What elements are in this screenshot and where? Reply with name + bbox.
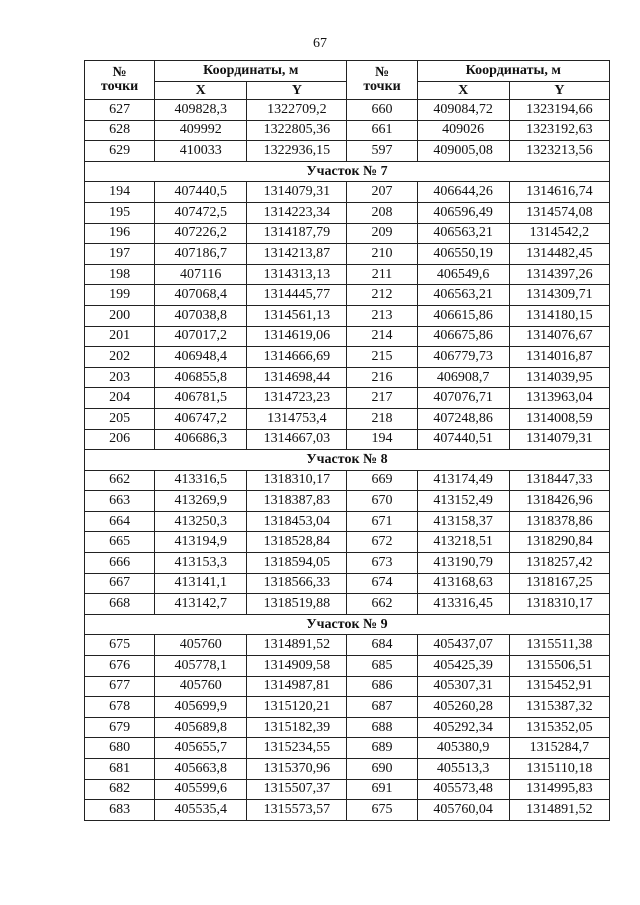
table-row (85, 305, 610, 326)
x-coordinate-cell: 405760 (155, 635, 247, 656)
point-number-cell: 678 (85, 697, 155, 718)
table-row (85, 388, 610, 409)
y-coordinate-cell: 1315507,37 (247, 779, 347, 800)
y-coordinate-cell: 1314723,23 (247, 388, 347, 409)
y-coordinate-cell: 1314039,95 (509, 367, 609, 388)
table-row (85, 244, 610, 265)
y-coordinate-cell: 1315182,39 (247, 717, 347, 738)
point-number-header (85, 61, 155, 100)
point-number-cell: 677 (85, 676, 155, 697)
point-number-cell: 662 (347, 594, 417, 615)
y-coordinate-cell: 1314561,13 (247, 305, 347, 326)
point-number-header (347, 61, 417, 100)
y-coordinate-cell: 1318594,05 (247, 553, 347, 574)
y-coordinate-cell: 1314313,13 (247, 264, 347, 285)
y-coordinate-cell: 1314079,31 (509, 429, 609, 450)
point-number-cell: 675 (347, 800, 417, 821)
table-row (85, 100, 610, 121)
y-coordinate-cell: 1314079,31 (247, 182, 347, 203)
x-coordinate-cell: 407068,4 (155, 285, 247, 306)
table-row (85, 759, 610, 780)
y-coordinate-cell: 1314616,74 (509, 182, 609, 203)
x-coordinate-cell: 405425,39 (417, 656, 509, 677)
point-number-cell: 669 (347, 470, 417, 491)
x-coordinate-cell: 407116 (155, 264, 247, 285)
section-heading-row (85, 614, 610, 635)
x-coordinate-cell: 409026 (417, 120, 509, 141)
table-row (85, 594, 610, 615)
table-row (85, 285, 610, 306)
table-row (85, 408, 610, 429)
x-coordinate-cell: 407248,86 (417, 408, 509, 429)
point-number-cell: 670 (347, 491, 417, 512)
table-row (85, 120, 610, 141)
x-coordinate-cell: 409005,08 (417, 141, 509, 162)
point-number-cell: 660 (347, 100, 417, 121)
point-number-cell: 690 (347, 759, 417, 780)
y-coordinate-cell: 1318387,83 (247, 491, 347, 512)
point-number-cell: 627 (85, 100, 155, 121)
point-number-cell: 661 (347, 120, 417, 141)
x-coordinate-cell: 409084,72 (417, 100, 509, 121)
y-coordinate-cell: 1323213,56 (509, 141, 609, 162)
y-coordinate-cell: 1318290,84 (509, 532, 609, 553)
x-coordinate-cell: 409992 (155, 120, 247, 141)
y-coordinate-cell: 1314619,06 (247, 326, 347, 347)
x-coordinate-cell: 413142,7 (155, 594, 247, 615)
point-number-cell: 198 (85, 264, 155, 285)
point-number-cell: 682 (85, 779, 155, 800)
y-coordinate-cell: 1315506,51 (509, 656, 609, 677)
point-number-cell: 676 (85, 656, 155, 677)
table-body (85, 100, 610, 821)
x-coordinate-cell: 405260,28 (417, 697, 509, 718)
table-row (85, 264, 610, 285)
point-number-cell: 194 (85, 182, 155, 203)
y-coordinate-cell: 1318453,04 (247, 511, 347, 532)
point-number-cell: 662 (85, 470, 155, 491)
x-coordinate-cell: 407226,2 (155, 223, 247, 244)
point-number-cell: 679 (85, 717, 155, 738)
table-row (85, 491, 610, 512)
x-coordinate-cell: 407038,8 (155, 305, 247, 326)
point-number-cell: 201 (85, 326, 155, 347)
point-number-cell: 671 (347, 511, 417, 532)
x-coordinate-cell: 405689,8 (155, 717, 247, 738)
y-header: Y (509, 82, 609, 100)
point-number-cell: 629 (85, 141, 155, 162)
y-coordinate-cell: 1322805,36 (247, 120, 347, 141)
table-row (85, 717, 610, 738)
x-coordinate-cell: 413168,63 (417, 573, 509, 594)
section-heading-row (85, 450, 610, 471)
x-coordinate-cell: 405437,07 (417, 635, 509, 656)
point-number-cell: 194 (347, 429, 417, 450)
x-coordinate-cell: 413316,45 (417, 594, 509, 615)
x-coordinate-cell: 406747,2 (155, 408, 247, 429)
y-coordinate-cell: 1314223,34 (247, 202, 347, 223)
x-coordinate-cell: 406686,3 (155, 429, 247, 450)
x-coordinate-cell: 406563,21 (417, 285, 509, 306)
x-coordinate-cell: 405760,04 (417, 800, 509, 821)
y-coordinate-cell: 1314309,71 (509, 285, 609, 306)
y-coordinate-cell: 1314445,77 (247, 285, 347, 306)
point-number-cell: 674 (347, 573, 417, 594)
point-number-cell: 199 (85, 285, 155, 306)
x-header: X (155, 82, 247, 100)
y-coordinate-cell: 1314187,79 (247, 223, 347, 244)
point-number-cell: 208 (347, 202, 417, 223)
point-number-cell: 675 (85, 635, 155, 656)
point-number-cell: 215 (347, 347, 417, 368)
y-coordinate-cell: 1322709,2 (247, 100, 347, 121)
y-coordinate-cell: 1322936,15 (247, 141, 347, 162)
y-coordinate-cell: 1315511,38 (509, 635, 609, 656)
point-number-cell: 206 (85, 429, 155, 450)
section-title: Участок № 8 (85, 450, 610, 471)
y-coordinate-cell: 1314397,26 (509, 264, 609, 285)
x-coordinate-cell: 413158,37 (417, 511, 509, 532)
y-coordinate-cell: 1318519,88 (247, 594, 347, 615)
point-number-cell: 218 (347, 408, 417, 429)
point-number-cell: 211 (347, 264, 417, 285)
point-number-cell: 209 (347, 223, 417, 244)
x-coordinate-cell: 407472,5 (155, 202, 247, 223)
y-coordinate-cell: 1315234,55 (247, 738, 347, 759)
x-coordinate-cell: 406549,6 (417, 264, 509, 285)
y-coordinate-cell: 1318426,96 (509, 491, 609, 512)
point-number-cell: 667 (85, 573, 155, 594)
x-coordinate-cell: 407186,7 (155, 244, 247, 265)
y-header: Y (247, 82, 347, 100)
table-row (85, 429, 610, 450)
point-number-cell: 673 (347, 553, 417, 574)
table-row (85, 182, 610, 203)
point-number-cell: 214 (347, 326, 417, 347)
x-coordinate-cell: 413190,79 (417, 553, 509, 574)
y-coordinate-cell: 1314542,2 (509, 223, 609, 244)
x-coordinate-cell: 406563,21 (417, 223, 509, 244)
table-header (85, 61, 610, 100)
point-number-symbol: № (374, 65, 390, 80)
y-coordinate-cell: 1318378,86 (509, 511, 609, 532)
x-coordinate-cell: 413250,3 (155, 511, 247, 532)
point-number-cell: 672 (347, 532, 417, 553)
y-coordinate-cell: 1315352,05 (509, 717, 609, 738)
x-coordinate-cell: 406781,5 (155, 388, 247, 409)
y-coordinate-cell: 1315387,32 (509, 697, 609, 718)
x-coordinate-cell: 413269,9 (155, 491, 247, 512)
x-coordinate-cell: 407440,5 (155, 182, 247, 203)
point-number-cell: 200 (85, 305, 155, 326)
y-coordinate-cell: 1315110,18 (509, 759, 609, 780)
y-coordinate-cell: 1314987,81 (247, 676, 347, 697)
point-number-cell: 685 (347, 656, 417, 677)
y-coordinate-cell: 1315573,57 (247, 800, 347, 821)
point-number-cell: 680 (85, 738, 155, 759)
x-coordinate-cell: 406675,86 (417, 326, 509, 347)
x-coordinate-cell: 405535,4 (155, 800, 247, 821)
x-coordinate-cell: 406908,7 (417, 367, 509, 388)
coordinates-header: Координаты, м (417, 61, 609, 82)
table-row (85, 223, 610, 244)
x-coordinate-cell: 406644,26 (417, 182, 509, 203)
x-coordinate-cell: 405599,6 (155, 779, 247, 800)
y-coordinate-cell: 1318528,84 (247, 532, 347, 553)
table-row (85, 532, 610, 553)
point-number-cell: 664 (85, 511, 155, 532)
point-number-cell: 597 (347, 141, 417, 162)
point-number-cell: 681 (85, 759, 155, 780)
table-row (85, 326, 610, 347)
x-coordinate-cell: 406855,8 (155, 367, 247, 388)
x-coordinate-cell: 405307,31 (417, 676, 509, 697)
point-number-word: точки (100, 79, 139, 94)
y-coordinate-cell: 1314076,67 (509, 326, 609, 347)
section-heading-row (85, 161, 610, 182)
x-coordinate-cell: 406596,49 (417, 202, 509, 223)
y-coordinate-cell: 1318310,17 (247, 470, 347, 491)
y-coordinate-cell: 1318167,25 (509, 573, 609, 594)
point-number-cell: 628 (85, 120, 155, 141)
point-number-cell: 195 (85, 202, 155, 223)
table-row (85, 738, 610, 759)
y-coordinate-cell: 1314891,52 (247, 635, 347, 656)
x-header: X (417, 82, 509, 100)
x-coordinate-cell: 413316,5 (155, 470, 247, 491)
table-row (85, 470, 610, 491)
table-row (85, 202, 610, 223)
x-coordinate-cell: 406550,19 (417, 244, 509, 265)
point-number-cell: 196 (85, 223, 155, 244)
point-number-cell: 216 (347, 367, 417, 388)
table-row (85, 800, 610, 821)
x-coordinate-cell: 405380,9 (417, 738, 509, 759)
x-coordinate-cell: 406615,86 (417, 305, 509, 326)
point-number-cell: 210 (347, 244, 417, 265)
point-number-cell: 212 (347, 285, 417, 306)
x-coordinate-cell: 410033 (155, 141, 247, 162)
point-number-word: точки (363, 79, 401, 94)
point-number-cell: 665 (85, 532, 155, 553)
y-coordinate-cell: 1314698,44 (247, 367, 347, 388)
y-coordinate-cell: 1318447,33 (509, 470, 609, 491)
y-coordinate-cell: 1314008,59 (509, 408, 609, 429)
x-coordinate-cell: 413152,49 (417, 491, 509, 512)
y-coordinate-cell: 1323194,66 (509, 100, 609, 121)
point-number-cell: 202 (85, 347, 155, 368)
y-coordinate-cell: 1315452,91 (509, 676, 609, 697)
point-number-cell: 663 (85, 491, 155, 512)
x-coordinate-cell: 409828,3 (155, 100, 247, 121)
x-coordinate-cell: 407076,71 (417, 388, 509, 409)
x-coordinate-cell: 405292,34 (417, 717, 509, 738)
x-coordinate-cell: 405513,3 (417, 759, 509, 780)
table-row (85, 367, 610, 388)
y-coordinate-cell: 1314574,08 (509, 202, 609, 223)
y-coordinate-cell: 1315120,21 (247, 697, 347, 718)
section-title: Участок № 7 (85, 161, 610, 182)
point-number-cell: 691 (347, 779, 417, 800)
y-coordinate-cell: 1314909,58 (247, 656, 347, 677)
point-number-cell: 213 (347, 305, 417, 326)
y-coordinate-cell: 1315370,96 (247, 759, 347, 780)
section-title: Участок № 9 (85, 614, 610, 635)
x-coordinate-cell: 413141,1 (155, 573, 247, 594)
x-coordinate-cell: 413153,3 (155, 553, 247, 574)
x-coordinate-cell: 405655,7 (155, 738, 247, 759)
point-number-cell: 205 (85, 408, 155, 429)
point-number-cell: 217 (347, 388, 417, 409)
y-coordinate-cell: 1314016,87 (509, 347, 609, 368)
y-coordinate-cell: 1314666,69 (247, 347, 347, 368)
table-row (85, 676, 610, 697)
point-number-cell: 687 (347, 697, 417, 718)
x-coordinate-cell: 405699,9 (155, 697, 247, 718)
x-coordinate-cell: 405573,48 (417, 779, 509, 800)
x-coordinate-cell: 413174,49 (417, 470, 509, 491)
point-number-cell: 689 (347, 738, 417, 759)
y-coordinate-cell: 1314213,87 (247, 244, 347, 265)
table-row (85, 697, 610, 718)
x-coordinate-cell: 413194,9 (155, 532, 247, 553)
x-coordinate-cell: 406948,4 (155, 347, 247, 368)
coordinates-table (84, 60, 610, 821)
y-coordinate-cell: 1314667,03 (247, 429, 347, 450)
point-number-cell: 207 (347, 182, 417, 203)
x-coordinate-cell: 405760 (155, 676, 247, 697)
y-coordinate-cell: 1314891,52 (509, 800, 609, 821)
table-row (85, 635, 610, 656)
y-coordinate-cell: 1318566,33 (247, 573, 347, 594)
table-row (85, 141, 610, 162)
point-number-cell: 204 (85, 388, 155, 409)
table-row (85, 573, 610, 594)
y-coordinate-cell: 1313963,04 (509, 388, 609, 409)
y-coordinate-cell: 1314180,15 (509, 305, 609, 326)
coordinates-header: Координаты, м (155, 61, 347, 82)
point-number-cell: 684 (347, 635, 417, 656)
x-coordinate-cell: 406779,73 (417, 347, 509, 368)
table-row (85, 553, 610, 574)
y-coordinate-cell: 1314995,83 (509, 779, 609, 800)
point-number-symbol: № (112, 65, 127, 80)
point-number-cell: 203 (85, 367, 155, 388)
x-coordinate-cell: 405663,8 (155, 759, 247, 780)
y-coordinate-cell: 1318310,17 (509, 594, 609, 615)
table-row (85, 511, 610, 532)
point-number-cell: 688 (347, 717, 417, 738)
table-row (85, 656, 610, 677)
y-coordinate-cell: 1323192,63 (509, 120, 609, 141)
y-coordinate-cell: 1314482,45 (509, 244, 609, 265)
page-number: 67 (313, 36, 327, 51)
table-row (85, 347, 610, 368)
point-number-cell: 683 (85, 800, 155, 821)
x-coordinate-cell: 413218,51 (417, 532, 509, 553)
x-coordinate-cell: 405778,1 (155, 656, 247, 677)
y-coordinate-cell: 1314753,4 (247, 408, 347, 429)
y-coordinate-cell: 1315284,7 (509, 738, 609, 759)
point-number-cell: 686 (347, 676, 417, 697)
x-coordinate-cell: 407440,51 (417, 429, 509, 450)
table-row (85, 779, 610, 800)
point-number-cell: 666 (85, 553, 155, 574)
point-number-cell: 197 (85, 244, 155, 265)
y-coordinate-cell: 1318257,42 (509, 553, 609, 574)
x-coordinate-cell: 407017,2 (155, 326, 247, 347)
point-number-cell: 668 (85, 594, 155, 615)
